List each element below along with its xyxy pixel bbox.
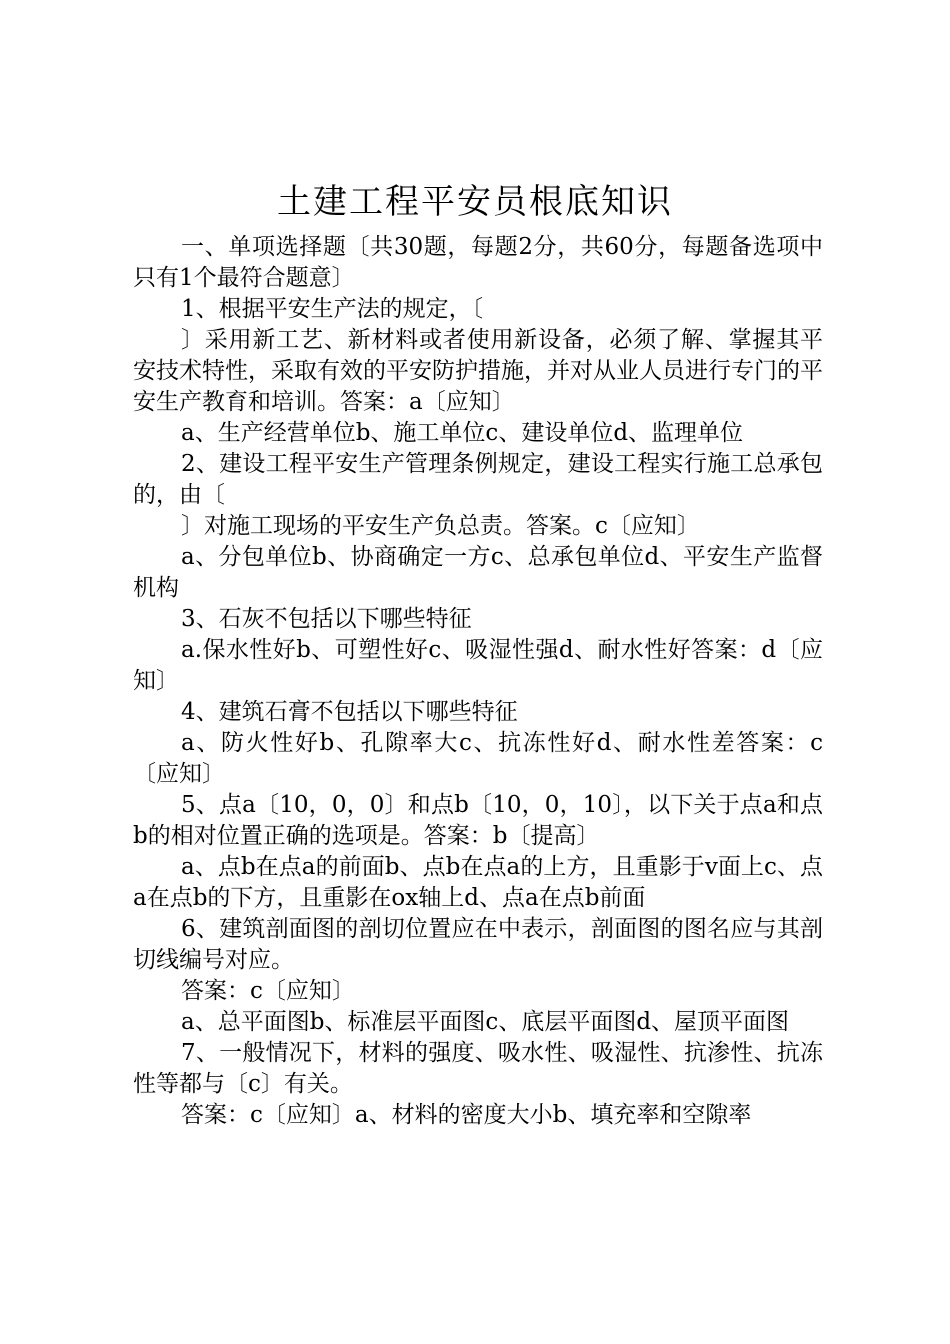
document-body — [133, 232, 823, 1131]
paragraph-question-7-answer-options: 答案：c〔应知〕a、材料的密度大小b、填充率和空隙率 — [181, 1102, 752, 1128]
paragraph-question-4-options: a、防火性好b、孔隙率大c、抗冻性好d、耐水性差答案：c〔应知〕 — [133, 730, 823, 787]
paragraph-question-7: 7、一般情况下，材料的强度、吸水性、吸湿性、抗渗性、抗冻性等都与〔c〕有关。 — [133, 1040, 823, 1097]
paragraph-question-1: 1、根据平安生产法的规定，〔 — [181, 296, 484, 322]
paragraph-question-3-options: a.保水性好b、可塑性好c、吸湿性强d、耐水性好答案：d〔应知〕 — [133, 637, 823, 694]
paragraph-question-2-options: a、分包单位b、协商确定一方c、总承包单位d、平安生产监督机构 — [133, 544, 823, 601]
paragraph-question-6: 6、建筑剖面图的剖切位置应在中表示，剖面图的图名应与其剖切线编号对应。 — [133, 916, 823, 973]
paragraph-question-2: 2、建设工程平安生产管理条例规定，建设工程实行施工总承包的，由〔 — [133, 451, 823, 508]
paragraph-question-5-options: a、点b在点a的前面b、点b在点a的上方，且重影于v面上c、点a在点b的下方，且重影在ox轴上d、点a在点b前面 — [133, 854, 823, 911]
paragraph-question-3: 3、石灰不包括以下哪些特征 — [181, 606, 472, 632]
paragraph-question-6-options: a、总平面图b、标准层平面图c、底层平面图d、屋顶平面图 — [181, 1009, 790, 1035]
paragraph-question-4: 4、建筑石膏不包括以下哪些特征 — [181, 699, 518, 725]
paragraph-question-1-body: 〕采用新工艺、新材料或者使用新设备，必须了解、掌握其平安技术特性，采取有效的平安防护措施，并对从业人员进行专门的平安生产教育和培训。答案：a〔应知〕 — [133, 327, 823, 415]
paragraph-question-1-options: a、生产经营单位b、施工单位c、建设单位d、监理单位 — [181, 420, 744, 446]
paragraph-question-2-body: 〕对施工现场的平安生产负总责。答案。c〔应知〕 — [181, 513, 700, 539]
paragraph-section-heading: 一、单项选择题〔共30题，每题2分，共60分，每题备选项中只有1个最符合题意〕 — [133, 234, 823, 291]
paragraph-question-5: 5、点a〔10，0，0〕和点b〔10，0，10〕，以下关于点a和点b的相对位置正确的选项是。答案：b〔提高〕 — [133, 792, 823, 849]
document-title: 土建工程平安员根底知识 — [277, 182, 673, 222]
paragraph-question-6-answer: 答案：c〔应知〕 — [181, 978, 355, 1004]
